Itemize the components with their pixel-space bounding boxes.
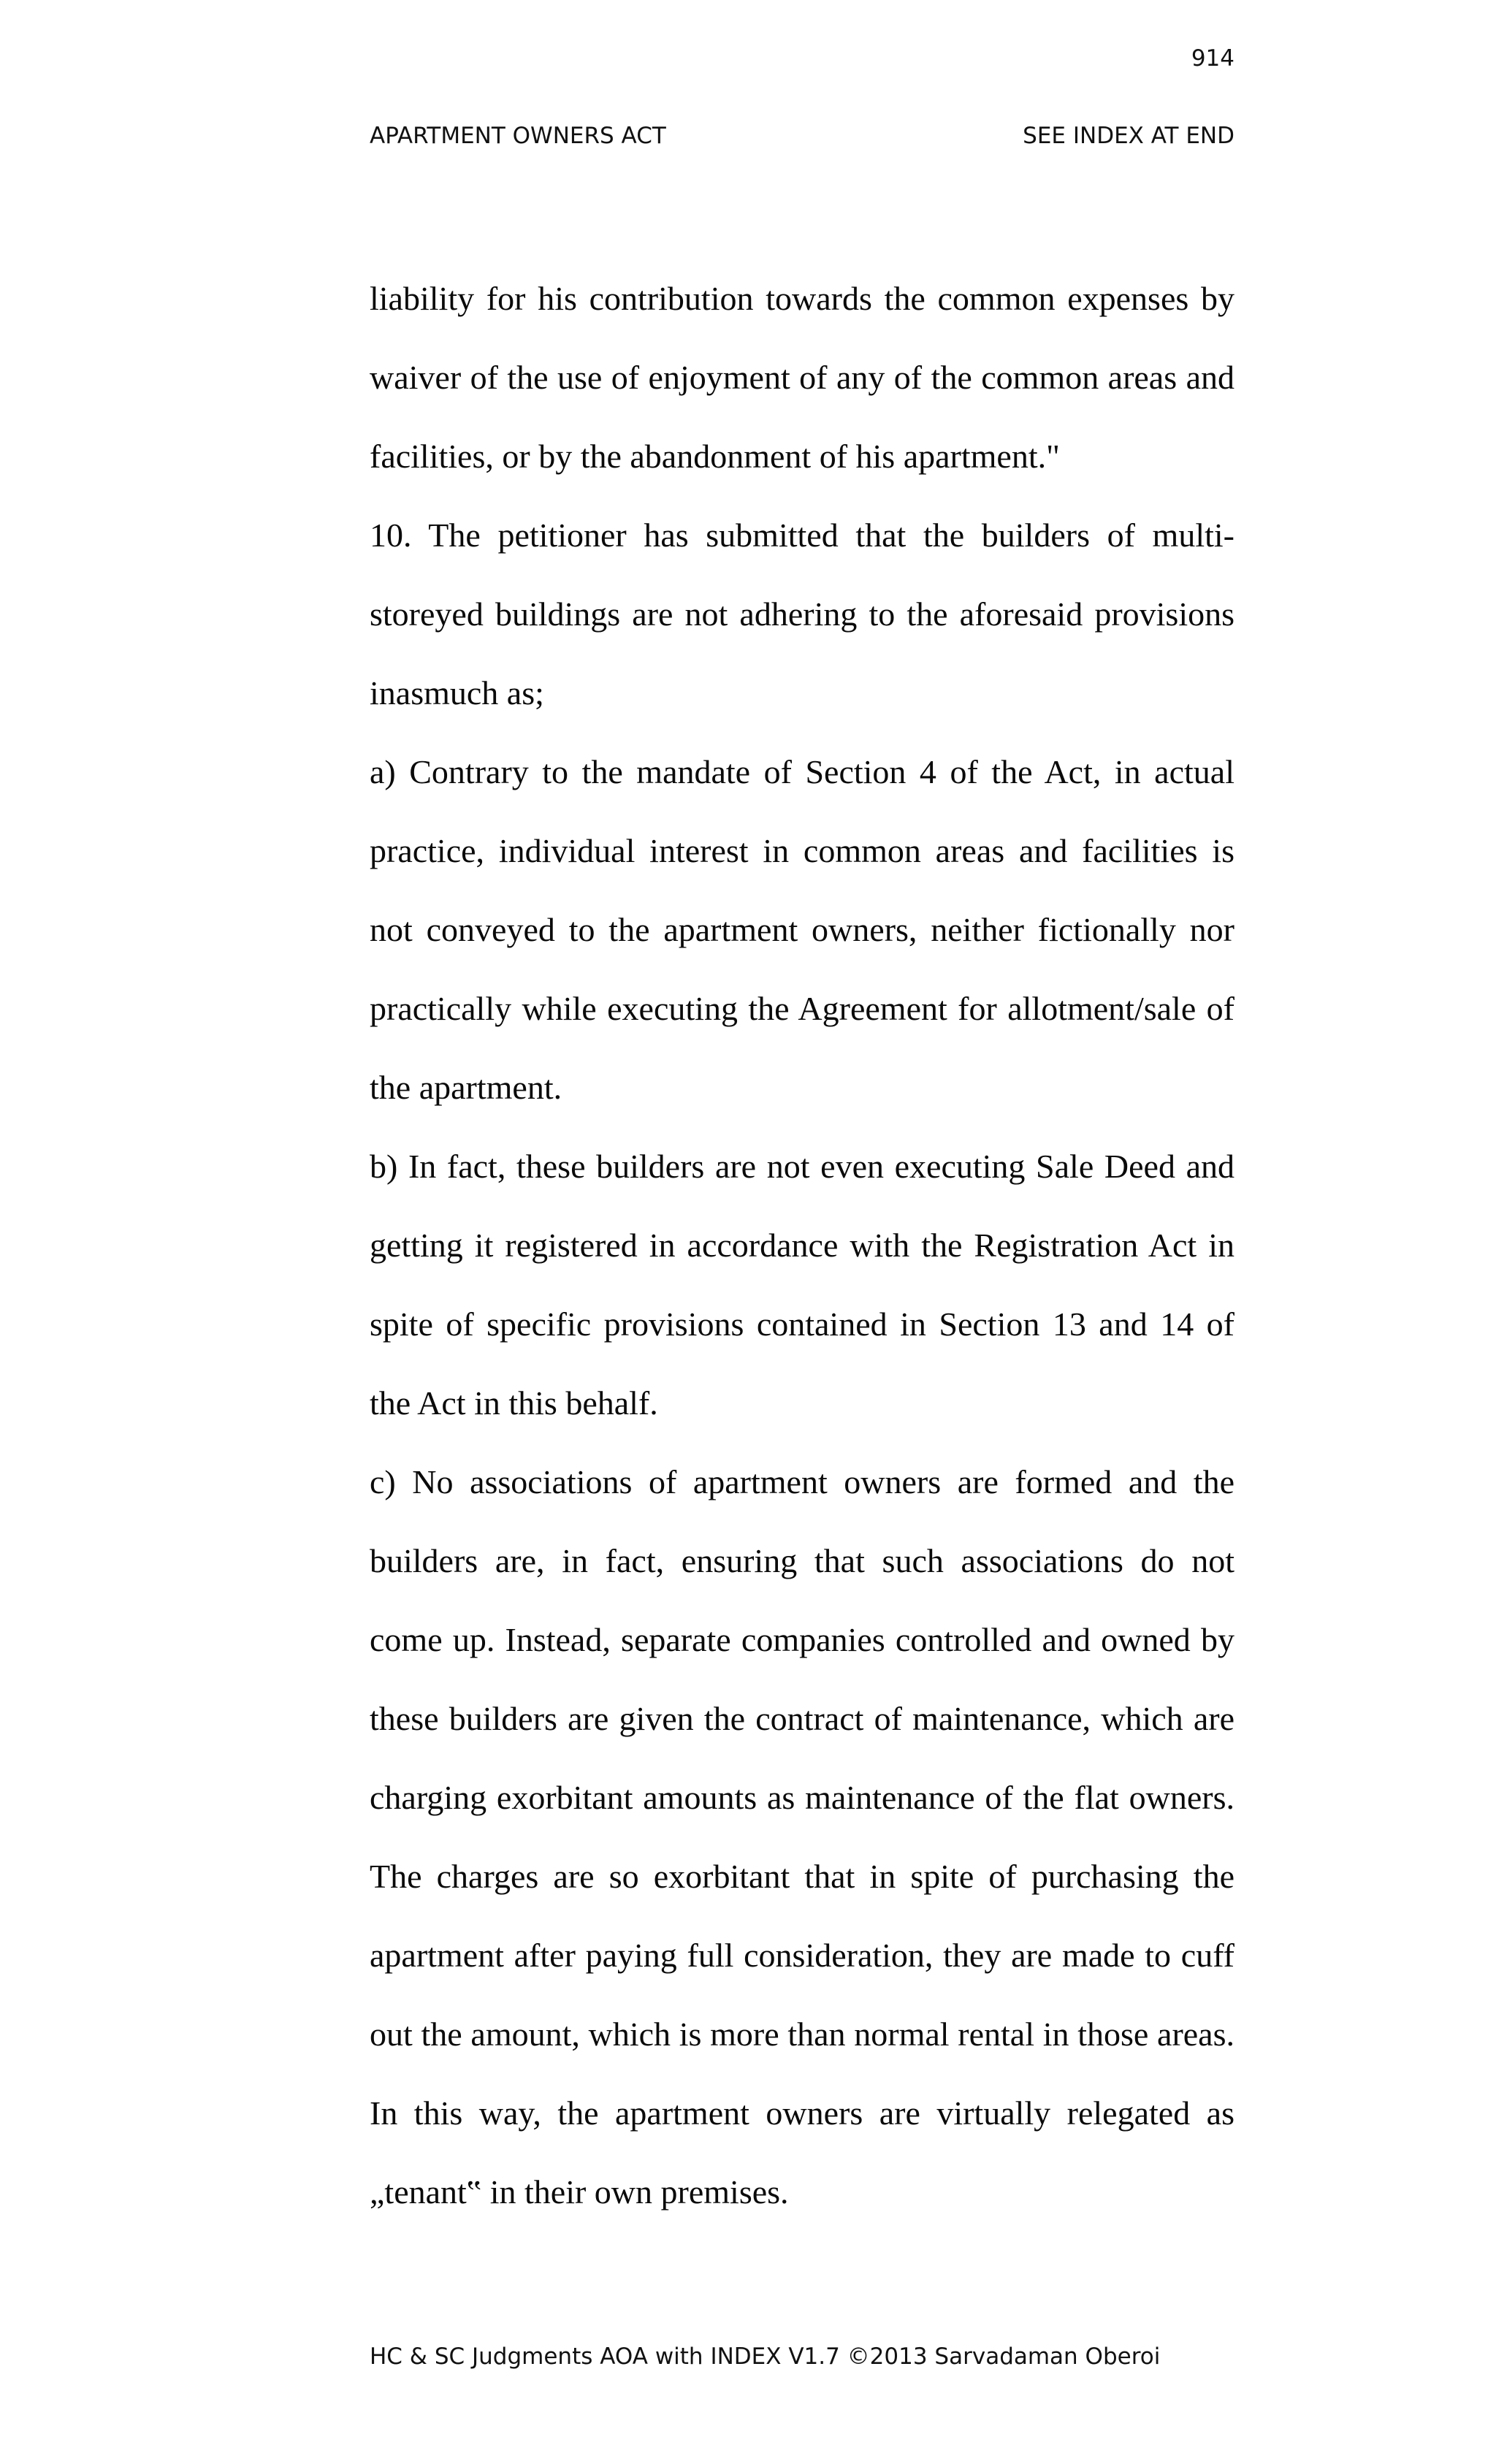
paragraph-b: b) In fact, these builders are not even executing Sale Deed and getting it registered in accordance with the Registration Act in spite of specific provisions contained in Section 13 and 14 of the Act in this behalf.: [370, 1148, 1234, 1422]
page-number: 914: [1191, 45, 1234, 72]
body-text: [370, 259, 1234, 2232]
paragraph-continuation: liability for his contribution towards the common expenses by waiver of the use of enjoyment of any of the common areas and facilities, or by the abandonment of his apartment.": [370, 280, 1234, 475]
running-header-index-note: SEE INDEX AT END: [1023, 123, 1234, 149]
paragraph-a: a) Contrary to the mandate of Section 4 of the Act, in actual practice, individual interest in common areas and facilities is not conveyed to the apartment owners, neither fictionally nor practically while executing the Agreement for allotment/sale of the apartment.: [370, 753, 1234, 1106]
running-header-title: APARTMENT OWNERS ACT: [370, 123, 666, 149]
page-footer: HC & SC Judgments AOA with INDEX V1.7 ©2013 Sarvadaman Oberoi: [370, 2343, 1161, 2370]
paragraph-10: 10. The petitioner has submitted that the builders of multi-storeyed buildings are not adhering to the aforesaid provisions inasmuch as;: [370, 516, 1234, 712]
paragraph-c: c) No associations of apartment owners are formed and the builders are, in fact, ensuring that such associations do not come up. Instead, separate companies controlled and owned by these builders are given the contract of maintenance, which are charging exorbitant amounts as maintenance of the flat owners. The charges are so exorbitant that in spite of purchasing the apartment after paying full consideration, they are made to cuff out the amount, which is more than normal rental in those areas. In this way, the apartment owners are virtually relegated as „tenant‟ in their own premises.: [370, 1463, 1234, 2211]
